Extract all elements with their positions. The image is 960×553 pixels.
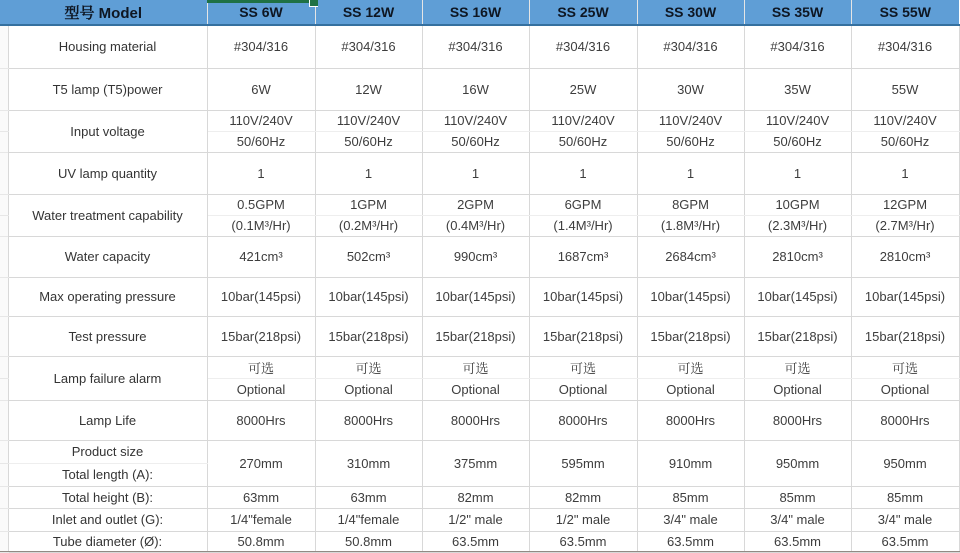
- cell[interactable]: 110V/240V: [851, 110, 959, 131]
- cell[interactable]: 595mm: [529, 440, 637, 486]
- row-label[interactable]: Housing material: [8, 25, 207, 68]
- row-label[interactable]: Product size: [8, 440, 207, 463]
- cell[interactable]: 3/4" male: [744, 508, 851, 531]
- cell[interactable]: 82mm: [422, 486, 529, 508]
- cell[interactable]: 2684cm³: [637, 236, 744, 277]
- cell[interactable]: 15bar(218psi): [529, 316, 637, 356]
- cell[interactable]: 950mm: [744, 440, 851, 486]
- gutter-cell: [0, 463, 8, 486]
- row-uv-lamp-quantity: [0, 152, 959, 194]
- cell[interactable]: 10GPM: [744, 194, 851, 215]
- cell[interactable]: 1/4"female: [207, 508, 315, 531]
- row-label[interactable]: T5 lamp (T5)power: [8, 68, 207, 110]
- cell[interactable]: 375mm: [422, 440, 529, 486]
- cell[interactable]: 15bar(218psi): [637, 316, 744, 356]
- cell[interactable]: 8000Hrs: [529, 400, 637, 440]
- gutter-cell: [0, 531, 8, 552]
- cell[interactable]: Optional: [207, 378, 315, 400]
- gutter-cell: [0, 215, 8, 236]
- cell[interactable]: 50/60Hz: [529, 131, 637, 152]
- cell[interactable]: 15bar(218psi): [851, 316, 959, 356]
- cell[interactable]: 50/60Hz: [744, 131, 851, 152]
- cell[interactable]: 110V/240V: [422, 110, 529, 131]
- cell[interactable]: 10bar(145psi): [207, 277, 315, 316]
- cell[interactable]: 15bar(218psi): [744, 316, 851, 356]
- cell[interactable]: Optional: [529, 378, 637, 400]
- cell[interactable]: 可选: [315, 356, 422, 378]
- cell[interactable]: 50/60Hz: [422, 131, 529, 152]
- cell[interactable]: 63.5mm: [637, 531, 744, 552]
- cell[interactable]: 421cm³: [207, 236, 315, 277]
- header-model-ss55w[interactable]: SS 55W: [851, 0, 959, 25]
- cell[interactable]: 8000Hrs: [422, 400, 529, 440]
- row-water-capacity: [0, 236, 959, 277]
- cell[interactable]: 2810cm³: [851, 236, 959, 277]
- gutter-cell: [0, 194, 8, 215]
- cell[interactable]: 63mm: [315, 486, 422, 508]
- cell[interactable]: 110V/240V: [529, 110, 637, 131]
- cell[interactable]: 110V/240V: [744, 110, 851, 131]
- cell[interactable]: 12GPM: [851, 194, 959, 215]
- row-product-size: [0, 440, 959, 463]
- gutter-cell: [0, 131, 8, 152]
- cell[interactable]: 10bar(145psi): [315, 277, 422, 316]
- cell[interactable]: 8000Hrs: [637, 400, 744, 440]
- cell[interactable]: 可选: [744, 356, 851, 378]
- row-lamp-life: [0, 400, 959, 440]
- cell[interactable]: 2GPM: [422, 194, 529, 215]
- row-housing-material: [0, 25, 959, 68]
- cell[interactable]: 1687cm³: [529, 236, 637, 277]
- cell[interactable]: 1: [315, 152, 422, 194]
- cell[interactable]: 10bar(145psi): [851, 277, 959, 316]
- cell[interactable]: Optional: [315, 378, 422, 400]
- cell[interactable]: 50/60Hz: [851, 131, 959, 152]
- cell[interactable]: 50/60Hz: [207, 131, 315, 152]
- cell[interactable]: 15bar(218psi): [422, 316, 529, 356]
- cell[interactable]: 8000Hrs: [851, 400, 959, 440]
- row-tube-diameter: [0, 531, 959, 552]
- cell[interactable]: 50/60Hz: [637, 131, 744, 152]
- excel-fill-handle[interactable]: [309, 0, 318, 7]
- row-label[interactable]: Max operating pressure: [8, 277, 207, 316]
- cell[interactable]: 35W: [744, 68, 851, 110]
- cell[interactable]: 85mm: [637, 486, 744, 508]
- row-label[interactable]: Tube diameter (Ø):: [8, 531, 207, 552]
- header-model-ss12w[interactable]: SS 12W: [315, 0, 422, 25]
- row-lamp-failure-alarm-line1: [0, 356, 959, 378]
- gutter-cell: [0, 110, 8, 131]
- cell[interactable]: 可选: [851, 356, 959, 378]
- row-water-treatment-line1: [0, 194, 959, 215]
- row-total-height: [0, 486, 959, 508]
- cell[interactable]: 1/2" male: [422, 508, 529, 531]
- cell[interactable]: 8000Hrs: [315, 400, 422, 440]
- gutter-cell: [0, 68, 8, 110]
- cell[interactable]: 110V/240V: [637, 110, 744, 131]
- cell[interactable]: 1/2" male: [529, 508, 637, 531]
- cell[interactable]: (0.2M³/Hr): [315, 215, 422, 236]
- header-model-ss16w[interactable]: SS 16W: [422, 0, 529, 25]
- cell[interactable]: (1.4M³/Hr): [529, 215, 637, 236]
- header-model-label[interactable]: 型号 Model: [0, 0, 207, 25]
- cell[interactable]: 10bar(145psi): [637, 277, 744, 316]
- cell[interactable]: #304/316: [851, 25, 959, 68]
- gutter-cell: [0, 25, 8, 68]
- cell[interactable]: 990cm³: [422, 236, 529, 277]
- cell[interactable]: (0.4M³/Hr): [422, 215, 529, 236]
- cell[interactable]: 270mm: [207, 440, 315, 486]
- cell[interactable]: 2810cm³: [744, 236, 851, 277]
- gutter-cell: [0, 356, 8, 378]
- row-input-voltage-line1: [0, 110, 959, 131]
- header-row: [0, 0, 959, 25]
- cell[interactable]: 63mm: [207, 486, 315, 508]
- cell[interactable]: 12W: [315, 68, 422, 110]
- cell[interactable]: 950mm: [851, 440, 959, 486]
- cell[interactable]: 82mm: [529, 486, 637, 508]
- cell[interactable]: 63.5mm: [744, 531, 851, 552]
- cell[interactable]: 8000Hrs: [207, 400, 315, 440]
- cell[interactable]: 502cm³: [315, 236, 422, 277]
- cell[interactable]: #304/316: [422, 25, 529, 68]
- cell[interactable]: 50/60Hz: [315, 131, 422, 152]
- cell[interactable]: 1: [637, 152, 744, 194]
- cell[interactable]: 6W: [207, 68, 315, 110]
- cell[interactable]: 63.5mm: [851, 531, 959, 552]
- cell[interactable]: 63.5mm: [422, 531, 529, 552]
- row-label[interactable]: UV lamp quantity: [8, 152, 207, 194]
- cell[interactable]: 50.8mm: [315, 531, 422, 552]
- row-label[interactable]: Lamp failure alarm: [8, 356, 207, 400]
- cell[interactable]: (2.7M³/Hr): [851, 215, 959, 236]
- cell[interactable]: 可选: [207, 356, 315, 378]
- cell[interactable]: 55W: [851, 68, 959, 110]
- cell[interactable]: 6GPM: [529, 194, 637, 215]
- header-model-ss35w[interactable]: SS 35W: [744, 0, 851, 25]
- cell[interactable]: 16W: [422, 68, 529, 110]
- cell[interactable]: #304/316: [744, 25, 851, 68]
- cell[interactable]: Optional: [422, 378, 529, 400]
- row-inlet-outlet: [0, 508, 959, 531]
- row-label[interactable]: Total length (A):: [8, 463, 207, 486]
- row-label[interactable]: Lamp Life: [8, 400, 207, 440]
- header-model-ss6w[interactable]: SS 6W: [207, 0, 315, 25]
- cell[interactable]: 110V/240V: [207, 110, 315, 131]
- cell[interactable]: 8000Hrs: [744, 400, 851, 440]
- cell[interactable]: 310mm: [315, 440, 422, 486]
- row-label[interactable]: Total height (B):: [8, 486, 207, 508]
- row-label[interactable]: Water treatment capability: [8, 194, 207, 236]
- cell[interactable]: 1/4"female: [315, 508, 422, 531]
- cell[interactable]: 0.5GPM: [207, 194, 315, 215]
- cell[interactable]: Optional: [851, 378, 959, 400]
- cell[interactable]: 50.8mm: [207, 531, 315, 552]
- cell[interactable]: 3/4" male: [637, 508, 744, 531]
- cell[interactable]: 1: [207, 152, 315, 194]
- cell[interactable]: 1GPM: [315, 194, 422, 215]
- cell[interactable]: 15bar(218psi): [207, 316, 315, 356]
- cell[interactable]: 25W: [529, 68, 637, 110]
- row-label[interactable]: Water capacity: [8, 236, 207, 277]
- cell[interactable]: 1: [851, 152, 959, 194]
- cell[interactable]: 110V/240V: [315, 110, 422, 131]
- cell[interactable]: 910mm: [637, 440, 744, 486]
- cell[interactable]: Optional: [744, 378, 851, 400]
- cell[interactable]: #304/316: [315, 25, 422, 68]
- cell[interactable]: 8GPM: [637, 194, 744, 215]
- cell[interactable]: 3/4" male: [851, 508, 959, 531]
- cell[interactable]: 63.5mm: [529, 531, 637, 552]
- cell[interactable]: 15bar(218psi): [315, 316, 422, 356]
- cell[interactable]: 1: [529, 152, 637, 194]
- gutter-cell: [0, 277, 8, 316]
- cell[interactable]: 30W: [637, 68, 744, 110]
- row-test-pressure: [0, 316, 959, 356]
- cell[interactable]: (0.1M³/Hr): [207, 215, 315, 236]
- row-max-operating-pressure: [0, 277, 959, 316]
- gutter-cell: [0, 486, 8, 508]
- cell[interactable]: 10bar(145psi): [422, 277, 529, 316]
- cell[interactable]: 10bar(145psi): [744, 277, 851, 316]
- cell[interactable]: (1.8M³/Hr): [637, 215, 744, 236]
- gutter-cell: [0, 152, 8, 194]
- cell[interactable]: 1: [744, 152, 851, 194]
- row-label[interactable]: Input voltage: [8, 110, 207, 152]
- cell[interactable]: 可选: [422, 356, 529, 378]
- gutter-cell: [0, 378, 8, 400]
- cell[interactable]: 10bar(145psi): [529, 277, 637, 316]
- gutter-cell: [0, 316, 8, 356]
- gutter-cell: [0, 400, 8, 440]
- row-label[interactable]: Inlet and outlet (G):: [8, 508, 207, 531]
- cell[interactable]: #304/316: [207, 25, 315, 68]
- cell[interactable]: (2.3M³/Hr): [744, 215, 851, 236]
- cell[interactable]: 可选: [529, 356, 637, 378]
- cell[interactable]: 85mm: [744, 486, 851, 508]
- row-label[interactable]: Test pressure: [8, 316, 207, 356]
- excel-selection-border: [207, 0, 317, 3]
- header-model-ss30w[interactable]: SS 30W: [637, 0, 744, 25]
- gutter-cell: [0, 236, 8, 277]
- row-t5-lamp-power: [0, 68, 959, 110]
- cell[interactable]: 85mm: [851, 486, 959, 508]
- cell[interactable]: 1: [422, 152, 529, 194]
- cell[interactable]: #304/316: [637, 25, 744, 68]
- gutter-cell: [0, 508, 8, 531]
- cell[interactable]: #304/316: [529, 25, 637, 68]
- cell[interactable]: 可选: [637, 356, 744, 378]
- cell[interactable]: Optional: [637, 378, 744, 400]
- header-model-ss25w[interactable]: SS 25W: [529, 0, 637, 25]
- gutter-cell: [0, 440, 8, 463]
